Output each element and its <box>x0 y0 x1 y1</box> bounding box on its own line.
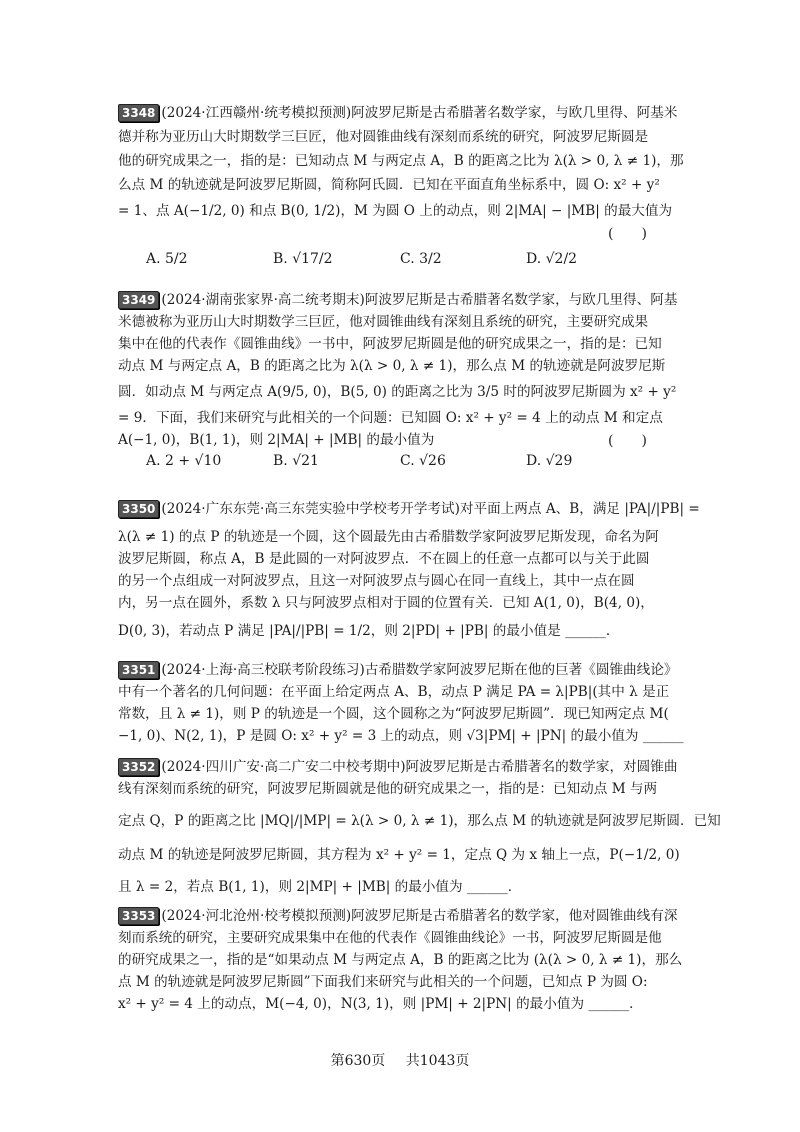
problem-line: 线有深刻而系统的研究，阿波罗尼斯圆就是他的研究成果之一，指的是：已知动点 M 与两 <box>118 781 658 797</box>
problem-line <box>118 499 700 519</box>
answer-paren: ( ) <box>608 433 647 449</box>
problem-text: (2024·四川广安·高二广安二中校考期中)阿波罗尼斯是古希腊著名的数学家，对圆锥曲 <box>161 759 678 775</box>
problem-3348 <box>118 103 684 273</box>
problem-text: (2024·广东东莞·高三东莞实验中学校考开学考试)对平面上两点 A、B，满足 |PA|/|PB| = <box>161 501 700 517</box>
problem-line: D(0, 3)，若动点 P 满足 |PA|/|PB| = 1/2，则 2|PD| + |PB| 的最小值是 ______． <box>118 623 620 639</box>
problem-line: 的另一个点组成一对阿波罗点，且这一对阿波罗点与圆心在同一直线上，其中一点在圆 <box>118 573 635 589</box>
option-a: A. 2 + √10 <box>146 453 222 469</box>
problem-line: 他的研究成果之一，指的是：已知动点 M 与两定点 A，B 的距离之比为 λ(λ > 0, λ ≠ 1)，那 <box>118 153 684 169</box>
problem-line <box>118 290 677 310</box>
problem-line: 波罗尼斯圆，称点 A，B 是此圆的一对阿波罗点．不在圆上的任意一点都可以与关于此圆 <box>118 551 650 567</box>
answer-paren: ( ) <box>608 226 647 242</box>
page-number: 第630页 <box>330 1053 386 1069</box>
problem-line: = 9．下面，我们来研究与此相关的一个问题：已知圆 O: x² + y² = 4 上的动点 M 和定点 <box>118 410 663 426</box>
problem-text: (2024·河北沧州·校考模拟预测)阿波罗尼斯是古希腊著名的数学家，他对圆锥曲线有深 <box>161 908 678 924</box>
problem-line: = 1、点 A(−1/2, 0) 和点 B(0, 1/2)，M 为圆 O 上的动点，则 2|MA| − |MB| 的最大值为 <box>118 203 673 219</box>
problem-line: A(−1, 0)，B(1, 1)，则 2|MA| + |MB| 的最小值为 <box>118 432 435 448</box>
problem-3353 <box>118 906 683 1016</box>
option-c: C. 3/2 <box>400 251 442 267</box>
problem-number-badge: 3349 <box>118 291 159 309</box>
problem-3352 <box>118 757 721 897</box>
problem-line: 内，另一点在圆外，系数 λ 只与阿波罗点相对于圆的位置有关．已知 A(1, 0)，B(4, 0)， <box>118 595 654 611</box>
page-total: 共1043页 <box>405 1053 470 1069</box>
option-b: B. √17/2 <box>273 251 333 267</box>
problem-3350 <box>118 493 700 643</box>
problem-line: 中有一个著名的几何问题：在平面上给定两点 A、B，动点 P 满足 PA = λ|PB|(其中 λ 是正 <box>118 684 670 700</box>
page-footer <box>0 1050 800 1070</box>
problem-line <box>118 103 677 123</box>
problem-line: 的研究成果之一，指的是“如果动点 M 与两定点 A，B 的距离之比为 (λ(λ > 0, λ ≠ 1)，那么 <box>118 952 683 968</box>
problem-line: 米德被称为亚历山大时期数学三巨匠，他对圆锥曲线有深刻且系统的研究，主要研究成果 <box>118 314 649 330</box>
problem-number-badge: 3351 <box>118 661 159 679</box>
problem-line: 圆．如动点 M 与两定点 A(9/5, 0)，B(5, 0) 的距离之比为 3/5 时的阿波罗尼斯圆为 x² + y² <box>118 384 677 400</box>
problem-line: 定点 Q，P 的距离之比 |MQ|/|MP| = λ(λ > 0, λ ≠ 1)，那么点 M 的轨迹就是阿波罗尼斯圆．已知 <box>118 813 721 829</box>
problem-line: 动点 M 的轨迹是阿波罗尼斯圆，其方程为 x² + y² = 1，定点 Q 为 x 轴上一点，P(−1/2, 0) <box>118 847 680 863</box>
problem-line: 点 M 的轨迹就是阿波罗尼斯圆”下面我们来研究与此相关的一个问题，已知点 P 为圆 O: <box>118 974 648 990</box>
problem-line <box>118 757 677 777</box>
option-a: A. 5/2 <box>146 251 188 267</box>
problem-line: 集中在他的代表作《圆锥曲线》一书中，阿波罗尼斯圆是他的研究成果之一，指的是：已知 <box>118 336 662 352</box>
option-d: D. √2/2 <box>526 251 578 267</box>
problem-line <box>118 906 677 926</box>
problem-number-badge: 3348 <box>118 104 159 122</box>
problem-line <box>118 660 677 680</box>
problem-number-badge: 3350 <box>118 500 159 518</box>
problem-line: 且 λ = 2，若点 B(1, 1)，则 2|MP| + |MB| 的最小值为 ______． <box>118 879 522 895</box>
problem-line: 动点 M 与两定点 A，B 的距离之比为 λ(λ > 0, λ ≠ 1)，那么点 M 的轨迹就是阿波罗尼斯 <box>118 358 666 374</box>
option-b: B. √21 <box>273 453 319 469</box>
problem-line: 么点 M 的轨迹就是阿波罗尼斯圆，简称阿氏圆．已知在平面直角坐标系中，圆 O: x² + y² <box>118 177 660 193</box>
option-c: C. √26 <box>400 453 446 469</box>
option-d: D. √29 <box>526 453 573 469</box>
problem-text: (2024·江西赣州·统考模拟预测)阿波罗尼斯是古希腊著名数学家，与欧几里得、阿基米 <box>161 105 678 121</box>
problem-number-badge: 3353 <box>118 907 159 925</box>
problem-text: (2024·上海·高三校联考阶段练习)古希腊数学家阿波罗尼斯在他的巨著《圆锥曲线论》 <box>161 662 678 678</box>
problem-line: 刻而系统的研究，主要研究成果集中在他的代表作《圆锥曲线论》一书，阿波罗尼斯圆是他 <box>118 930 662 946</box>
problem-3351 <box>118 660 684 750</box>
problem-line: 德并称为亚历山大时期数学三巨匠，他对圆锥曲线有深刻而系统的研究，阿波罗尼斯圆是 <box>118 129 649 145</box>
problem-line: x² + y² = 4 上的动点，M(−4, 0)，N(3, 1)，则 |PM| + 2|PN| 的最小值为 ______． <box>118 996 643 1012</box>
problem-number-badge: 3352 <box>118 758 159 776</box>
problem-3349 <box>118 290 678 480</box>
problem-line: λ(λ ≠ 1) 的点 P 的轨迹是一个圆，这个圆最先由古希腊数学家阿波罗尼斯发现，命名为阿 <box>118 529 659 545</box>
problem-line: 常数，且 λ ≠ 1)，则 P 的轨迹是一个圆，这个圆称之为“阿波罗尼斯圆”．现已知两定点 M( <box>118 706 669 722</box>
problem-text: (2024·湖南张家界·高二统考期末)阿波罗尼斯是古希腊著名数学家，与欧几里得、阿基 <box>161 292 678 308</box>
problem-line: −1, 0)、N(2, 1)，P 是圆 O: x² + y² = 3 上的动点，则 √3|PM| + |PN| 的最小值为 ______ <box>118 728 684 744</box>
